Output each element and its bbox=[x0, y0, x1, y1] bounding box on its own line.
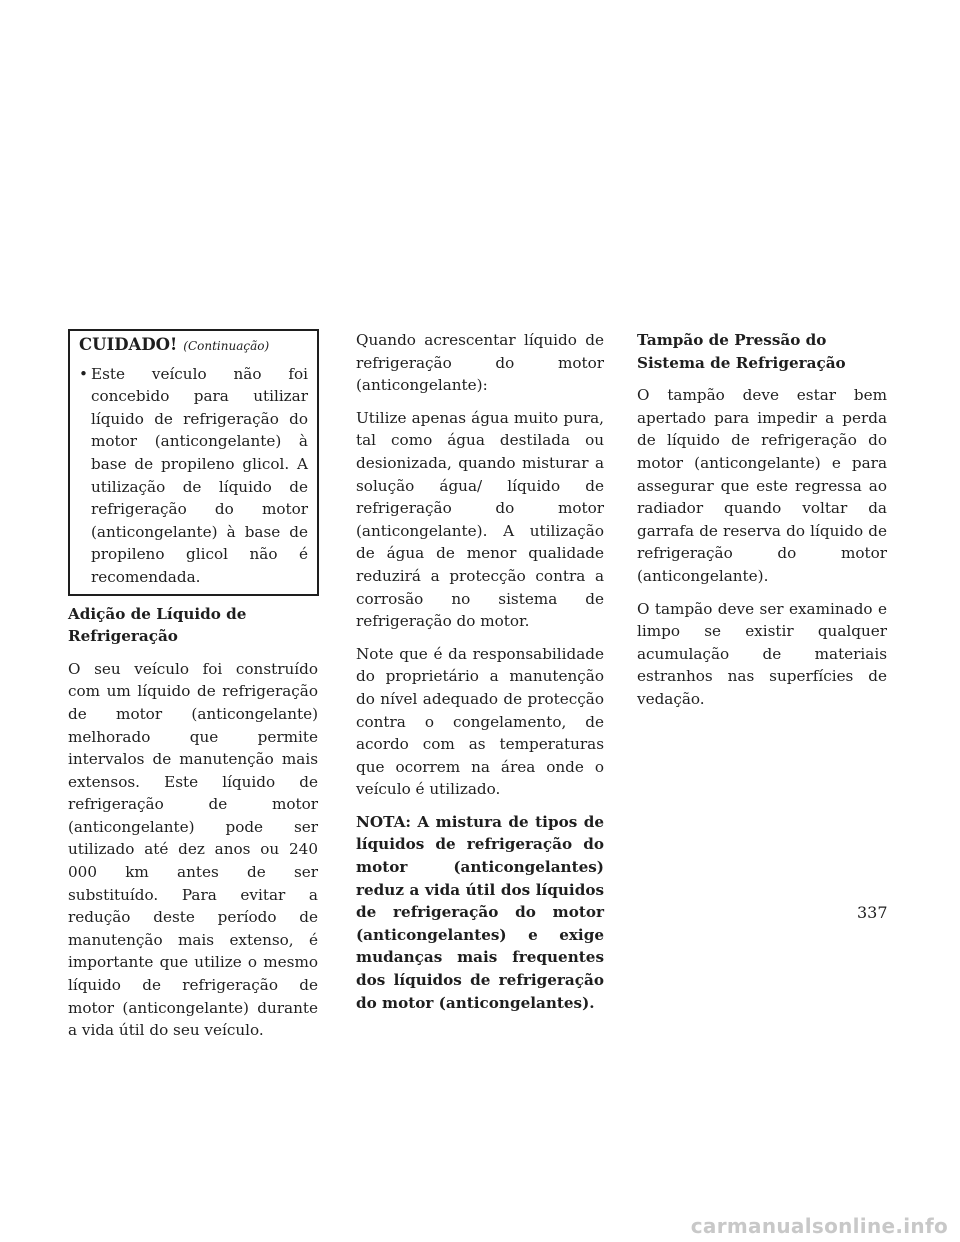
caution-bullet bbox=[79, 363, 308, 589]
note-paragraph: NOTA: A mistura de tipos de líquidos de refrigeração do motor (anticongelantes) reduz a vida útil dos líquidos de refrigeração do motor (anticongelantes) e exige mudanças mais frequentes dos líquidos de refrigeração do motor (anticongelantes). bbox=[356, 812, 604, 1012]
bullet-icon: • bbox=[79, 364, 88, 383]
water-purity-paragraph: Utilize apenas água muito pura, tal como água destilada ou desionizada, quando misturar a solução água/ líquido de refrigeração do motor (anticongelante). A utilização de água de menor qualidade reduzirá a protecção contra a corrosão no sistema de refrigeração do motor. bbox=[356, 408, 604, 631]
caution-heading bbox=[79, 331, 308, 358]
column-middle bbox=[356, 329, 604, 1014]
caution-continuation: (Continuação) bbox=[183, 339, 270, 353]
watermark-logo: carmanualsonline.info bbox=[690, 1214, 948, 1239]
adding-coolant-paragraph: O seu veículo foi construído com um líquido de refrigeração de motor (anticongelante) melhorado que permite intervalos de manutenção mais extensos. Este líquido de refrigeração de motor (anticongelante) pode ser utilizado até dez anos ou 240 000 km antes de ser substituído. Para evitar a redução deste período de manutenção mais extenso, é importante que utilize o mesmo líquido de refrigeração de motor (anticongelante) durante a vida útil do seu veículo. bbox=[68, 659, 318, 1040]
column-left bbox=[68, 329, 318, 1052]
column-right bbox=[637, 329, 887, 721]
section-heading-adding-coolant: Adição de Líquido de Refrigeração bbox=[68, 604, 247, 646]
owner-responsibility-paragraph: Note que é da responsabilidade do proprietário a manutenção do nível adequado de protecção contra o congelamento, de acordo com as temperaturas que ocorrem na área onde o veículo é utilizado. bbox=[356, 644, 604, 799]
caution-bullet-text: Este veículo não foi concebido para utilizar líquido de refrigeração do motor (anticongelante) à base de propileno glicol. A utilização de líquido de refrigeração do motor (anticongelante) à base de propileno glicol não é recomendada. bbox=[91, 364, 308, 586]
page-number: 337 bbox=[857, 903, 888, 922]
section-heading-pressure-cap: Tampão de Pressão do Sistema de Refrigeração bbox=[637, 331, 846, 372]
caution-title: CUIDADO! bbox=[79, 335, 178, 354]
caution-box bbox=[68, 329, 319, 596]
pressure-cap-paragraph-1: O tampão deve estar bem apertado para impedir a perda de líquido de refrigeração do motor (anticongelante) e para assegurar que este regressa ao radiador quando voltar da garrafa de reserva do líquido de refrigeração do motor (anticongelante). bbox=[637, 386, 887, 585]
pressure-cap-paragraph-2: O tampão deve ser examinado e limpo se existir qualquer acumulação de materiais estranhos nas superfícies de vedação. bbox=[637, 599, 887, 708]
when-adding-paragraph: Quando acrescentar líquido de refrigeração do motor (anticongelante): bbox=[356, 331, 604, 395]
